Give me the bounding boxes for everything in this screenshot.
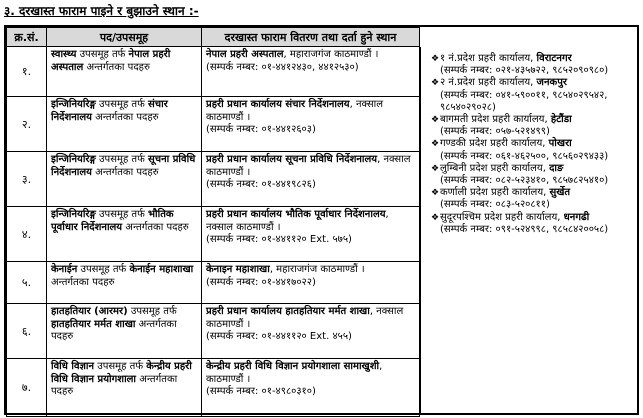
text: उपसमूह तर्फ xyxy=(76,49,129,60)
row-serial: ३. xyxy=(7,152,47,207)
bold-text: जनकपुर xyxy=(536,77,567,89)
text: , नक्साल काठमाण्डौं । xyxy=(206,154,411,178)
row-serial: २. xyxy=(7,97,47,152)
row-section xyxy=(47,359,202,417)
row-serial: ४. xyxy=(7,207,47,262)
text: (सम्पर्क नम्बर: ०१-४४१२४३०, ४४१२५३०) xyxy=(206,61,359,73)
text: (सम्पर्क नम्बर: ०१-४४११२० Ext. ५७५) xyxy=(206,234,352,245)
province-office-list xyxy=(420,47,637,413)
diamond-bullet-icon: ❖ xyxy=(431,163,440,174)
text: अन्तर्गतका पदहरु xyxy=(122,221,189,233)
text: उपसमूह तर्फ xyxy=(95,209,149,220)
bold-text: हातहतियार (आरमर) xyxy=(51,306,128,317)
bold-text: प्रहरी प्रधान कार्यालय हातहतियार मर्मत शाखा xyxy=(206,306,370,317)
row-place xyxy=(202,47,420,97)
text: अन्तर्गतका पदहरु xyxy=(51,276,115,288)
text: (सम्पर्क नम्बर: ०६१-४६२५००, ९८५६०२९४३३) xyxy=(440,150,609,162)
text: (सम्पर्क नम्बर: ०५७-५२१४९९) xyxy=(440,126,550,138)
bold-text: हेटौंडा xyxy=(550,114,572,126)
text: लुम्बिनी प्रदेश प्रहरी कार्यालय, xyxy=(440,162,550,174)
row-section xyxy=(47,152,202,207)
row-serial: १. xyxy=(7,47,47,97)
text: उपसमूह तर्फ xyxy=(94,361,147,372)
diamond-bullet-icon: ❖ xyxy=(431,115,440,126)
bold-text: इन्जिनियरिङ्ग xyxy=(51,154,96,165)
text: उपसमूह तर्फ xyxy=(95,154,149,165)
office-table xyxy=(6,27,420,417)
bold-text: विराटनगर xyxy=(536,53,572,64)
row-place xyxy=(202,97,420,152)
text: कर्णाली प्रदेश प्रहरी कार्यालय, xyxy=(440,187,550,199)
row-place xyxy=(202,207,420,262)
row-place xyxy=(202,359,420,417)
diamond-bullet-icon: ❖ xyxy=(431,54,440,64)
table-row xyxy=(7,359,420,417)
text: अन्तर्गतका पदहरु xyxy=(91,111,159,123)
table-row xyxy=(7,304,420,359)
table-row xyxy=(7,152,420,207)
text: , महाराजगंज काठमाण्डौं । xyxy=(283,49,379,60)
bold-text: प्रहरी प्रधान कार्यालय भौतिक पूर्वाधार निर्देशनालय xyxy=(206,209,386,220)
text: अन्तर्गतका पदहरु xyxy=(51,373,178,397)
header-place: दरखास्त फाराम वितरण तथा दर्ता हुने स्थान xyxy=(202,28,420,47)
province-office-item xyxy=(431,53,633,77)
text: (सम्पर्क नम्बर: ०२१-४३५७२२, ९८५२०९०९८०) xyxy=(440,65,609,77)
diamond-bullet-icon: ❖ xyxy=(431,188,440,199)
text: (सम्पर्क नम्बर: ०१-४४११२० Ext. ४५५) xyxy=(206,331,352,342)
row-serial: ७. xyxy=(7,359,47,417)
bold-text: केन्द्रीय प्रहरी विधि विज्ञान प्रयोगशाला सामाखुशी xyxy=(206,361,380,372)
diamond-bullet-icon: ❖ xyxy=(431,212,440,223)
text: उपसमूह तर्फ xyxy=(95,99,149,110)
row-place xyxy=(202,262,420,304)
bold-text: केन्द्रीय प्रहरी विधि विज्ञान प्रयोगशाला xyxy=(51,361,192,385)
text: गण्डकी प्रदेश प्रहरी कार्यालय, xyxy=(440,138,549,150)
table-header-row xyxy=(7,28,420,47)
bold-text: प्रहरी प्रधान कार्यालय सूचना प्रविधि निर्देशनालय xyxy=(206,154,378,165)
text: उपसमूह तर्फ xyxy=(77,264,130,275)
row-serial: ५. xyxy=(7,262,47,304)
table-row xyxy=(7,262,420,304)
bold-text: नेपाल प्रहरी अस्पताल xyxy=(51,49,171,73)
row-section xyxy=(47,262,202,304)
text: (सम्पर्क नम्बर: ०१-४९८०३१०) xyxy=(206,386,316,397)
province-office-item xyxy=(431,138,633,162)
row-section xyxy=(47,207,202,262)
bold-text: भौतिक पूर्वाधार निर्देशनालय xyxy=(51,209,174,233)
province-office-item xyxy=(431,187,633,211)
table-row xyxy=(7,47,420,97)
text: अन्तर्गतका पदहरु xyxy=(91,166,159,178)
row-section xyxy=(47,97,202,152)
province-office-item xyxy=(431,77,633,114)
header-serial: क्र.सं. xyxy=(7,28,47,47)
bold-text: पोखरा xyxy=(548,138,572,150)
bold-text: धनगढी xyxy=(563,211,590,223)
text: बागमती प्रदेश प्रहरी कार्यालय, xyxy=(440,114,551,126)
text: , नक्साल काठमाण्डौं । xyxy=(206,306,404,330)
row-place xyxy=(202,152,420,207)
table-row xyxy=(7,207,420,262)
text: अन्तर्गतका पदहरु xyxy=(83,61,150,73)
province-office-item xyxy=(431,212,633,236)
text: अन्तर्गतका पदहरु xyxy=(51,318,177,342)
header-section: पद/उपसमूह xyxy=(47,28,202,47)
bold-text: दाङ xyxy=(549,162,564,174)
text: (सम्पर्क नम्बर: ०८३-५२०८११) xyxy=(440,199,550,211)
bold-text: हातहतियार मर्मत शाखा xyxy=(51,318,136,330)
text: (सम्पर्क नम्बर: ०९१-५२४९९८, ९८५८४२००५८) xyxy=(440,223,609,235)
bold-text: नेपाल प्रहरी अस्पताल xyxy=(206,49,284,60)
bold-text: सुर्खेत xyxy=(549,187,571,199)
text: (सम्पर्क नम्बर: ०१-४४१७०२२) xyxy=(206,276,316,288)
bold-text: केनाईन xyxy=(51,264,78,275)
diamond-bullet-icon: ❖ xyxy=(431,78,440,89)
table-row xyxy=(7,97,420,152)
text: उपसमूह तर्फ xyxy=(127,306,177,317)
row-section xyxy=(47,47,202,97)
text: , नक्साल काठमाण्डौं । xyxy=(206,209,389,233)
province-office-item xyxy=(431,163,633,187)
text: , महाराजगंज काठमाण्डौं । xyxy=(269,264,365,275)
text: (सम्पर्क नम्बर: ०१-४४१९८२६) xyxy=(206,179,316,190)
text: सुदूरपश्चिम प्रदेश प्रहरी कार्यालय, xyxy=(440,211,564,223)
bold-text: केनाईन महाशाखा xyxy=(129,264,194,275)
bold-text: इन्जिनियरिङ्ग xyxy=(51,99,96,110)
text: १ नं.प्रदेश प्रहरी कार्यालय, xyxy=(440,53,537,64)
row-serial: ६. xyxy=(7,304,47,359)
bold-text: सूचना प्रविधि निर्देशनालय xyxy=(51,154,196,178)
text: २ नं.प्रदेश प्रहरी कार्यालय, xyxy=(440,77,537,89)
row-section xyxy=(47,304,202,359)
text: (सम्पर्क नम्बर: ०४१-५९००११, ९८५४०२९५४२, ९८५४०२९०२८) xyxy=(440,89,608,113)
diamond-bullet-icon: ❖ xyxy=(431,139,440,150)
text: (सम्पर्क नम्बर: ०८२-५२३४१०, ९८५७८२५४१०) xyxy=(440,175,609,187)
row-place xyxy=(202,304,420,359)
application-places-table xyxy=(4,25,639,415)
bold-text: संचार निर्देशनालय xyxy=(51,99,168,123)
section-heading: ३. दरखास्त फाराम पाइने र बुझाउने स्थान :- xyxy=(4,4,199,18)
province-office-item xyxy=(431,114,633,138)
bold-text: इन्जिनियरिङ्ग xyxy=(51,209,96,220)
text: , काठमाण्डौं । xyxy=(206,361,383,385)
bold-text: स्वास्थ्य xyxy=(51,49,77,60)
text: , नक्साल काठमाण्डौं । xyxy=(206,99,384,123)
bold-text: विधि विज्ञान xyxy=(51,361,95,372)
bold-text: केनाइन महाशाखा xyxy=(206,264,270,275)
bold-text: प्रहरी प्रधान कार्यालय संचार निर्देशनालय xyxy=(206,99,350,110)
text: (सम्पर्क नम्बर: ०१-४४१२६०३) xyxy=(206,124,316,135)
